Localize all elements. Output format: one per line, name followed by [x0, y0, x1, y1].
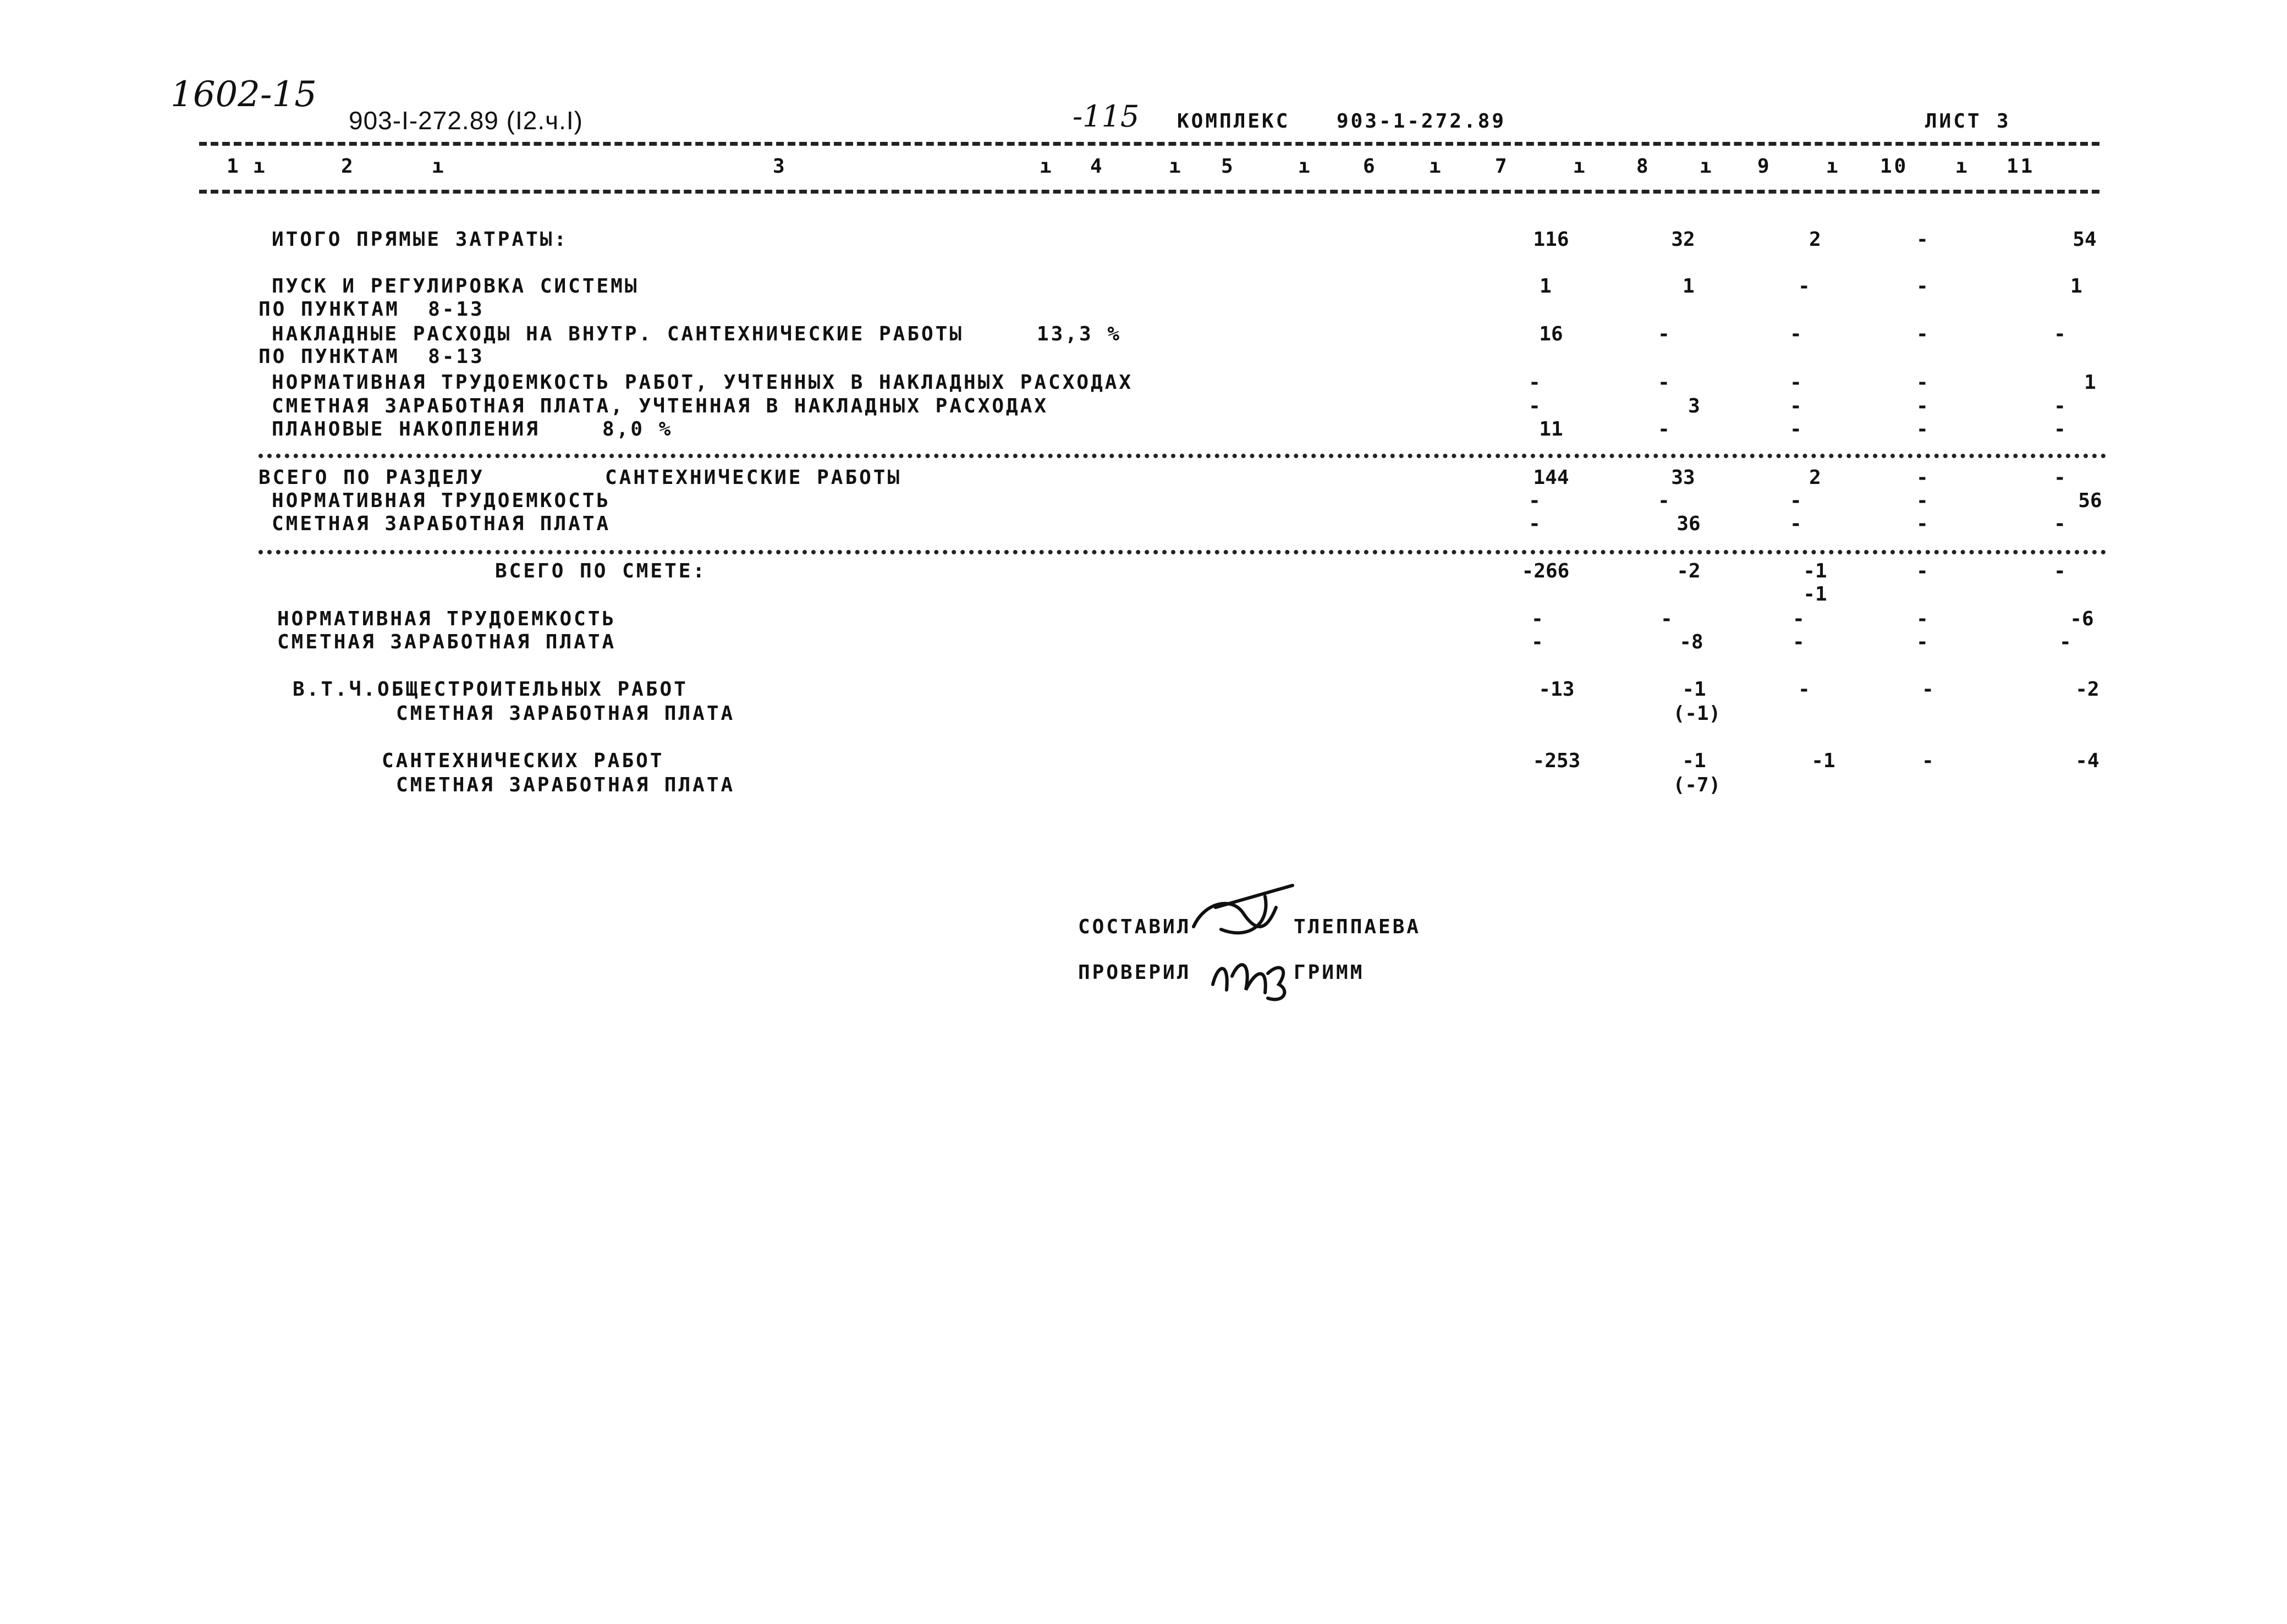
cell-col8: 36 [1676, 513, 1701, 535]
cell-col8: 33 [1671, 466, 1695, 489]
cell-col11: - [2054, 466, 2066, 489]
section-labor-label: НОРМАТИВНАЯ ТРУДОЕМКОСТЬ [272, 489, 611, 512]
row-rate: 8,0 % [602, 418, 673, 441]
cell-col10: - [1916, 323, 1928, 345]
cell-col10: - [1916, 560, 1928, 582]
incl-sanitary-label: САНТЕХНИЧЕСКИХ РАБОТ [382, 750, 664, 772]
cell-col10: - [1916, 631, 1928, 653]
cell-col11: - [2054, 513, 2066, 535]
cell-col9: - [1790, 489, 1802, 512]
cell-col10: - [1916, 228, 1928, 251]
column-number: 7 [1495, 155, 1509, 178]
column-number: 11 [2006, 155, 2035, 178]
estimate-labor-label: НОРМАТИВНАЯ ТРУДОЕМКОСТЬ [277, 608, 617, 630]
cell-col9: - [1798, 678, 1810, 701]
cell-col9: - [1798, 275, 1810, 298]
cell-col8: 3 [1688, 395, 1700, 417]
cell-col10: - [1916, 275, 1928, 298]
row-sublabel: ПО ПУНКТАМ 8-13 [259, 345, 485, 368]
cell-col8-paren: (-7) [1673, 774, 1721, 796]
cell-col8: -2 [1676, 560, 1701, 582]
cell-col8: - [1658, 323, 1670, 345]
cell-col11: - [2059, 631, 2071, 653]
cell-col7: - [1531, 608, 1543, 630]
cell-col7: - [1531, 631, 1543, 653]
checked-name: ГРИММ [1294, 961, 1365, 984]
cell-col11: -6 [2070, 608, 2094, 630]
cell-col9: - [1790, 513, 1802, 535]
cell-col10: - [1916, 418, 1928, 441]
cell-col7: - [1529, 513, 1541, 535]
cell-col7: - [1529, 395, 1541, 417]
column-number: 8 [1636, 155, 1651, 178]
cell-col11: - [2054, 395, 2066, 417]
cell-col9: - [1790, 371, 1802, 394]
cell-col10: - [1916, 466, 1928, 489]
column-separator: ı [1573, 155, 1587, 178]
estimate-divider [259, 550, 2107, 554]
doc-reference: 903-I-272.89 (I2.ч.I) [349, 106, 583, 135]
cell-col10: - [1916, 513, 1928, 535]
cell-col9: - [1793, 631, 1805, 653]
column-separator: ı [1298, 155, 1312, 178]
header-rule-top [199, 142, 2099, 146]
cell-col8: - [1658, 418, 1670, 441]
column-number: 10 [1880, 155, 1909, 178]
cell-col8: -8 [1679, 631, 1703, 653]
cell-col9: 2 [1809, 228, 1821, 251]
estimate-wage-label: СМЕТНАЯ ЗАРАБОТНАЯ ПЛАТА [277, 631, 617, 653]
column-number: 6 [1363, 155, 1377, 178]
column-separator: ı [1700, 155, 1714, 178]
row-label: НАКЛАДНЫЕ РАСХОДЫ НА ВНУТР. САНТЕХНИЧЕСКИЕ РАБОТЫ [272, 323, 964, 345]
signature-scribble-checked [1207, 946, 1301, 1006]
cell-col7: 1 [1540, 275, 1552, 298]
cell-col11: 1 [2070, 275, 2082, 298]
cell-col7: -266 [1521, 560, 1570, 582]
complex-label: КОМПЛЕКС [1177, 110, 1290, 133]
cell-col8: - [1661, 608, 1673, 630]
composed-name: ТЛЕППАЕВА [1294, 916, 1421, 938]
section-total-name: САНТЕХНИЧЕСКИЕ РАБОТЫ [605, 466, 902, 489]
estimate-total-label: ВСЕГО ПО СМЕТЕ: [495, 560, 707, 582]
incl-sanitary-sub: СМЕТНАЯ ЗАРАБОТНАЯ ПЛАТА [396, 774, 735, 796]
cell-col11: 1 [2084, 371, 2096, 394]
cell-col10: - [1922, 678, 1934, 701]
section-total-label: ВСЕГО ПО РАЗДЕЛУ [259, 466, 485, 489]
cell-col11: 56 [2078, 489, 2102, 512]
column-separator: ı [253, 155, 267, 178]
cell-col11: - [2054, 418, 2066, 441]
composed-label: СОСТАВИЛ [1078, 916, 1191, 938]
cell-col9: - [1790, 418, 1802, 441]
cell-col10: - [1916, 608, 1928, 630]
cell-col10: - [1916, 489, 1928, 512]
cell-col7: 16 [1539, 323, 1563, 345]
row-label: СМЕТНАЯ ЗАРАБОТНАЯ ПЛАТА, УЧТЕННАЯ В НАКЛАДНЫХ РАСХОДАХ [272, 395, 1049, 417]
column-separator: ı [1169, 155, 1183, 178]
cell-col11: - [2054, 323, 2066, 345]
column-number: 9 [1757, 155, 1772, 178]
column-number: 3 [773, 155, 787, 178]
cell-col7: 11 [1539, 418, 1563, 441]
cell-col9: - [1790, 323, 1802, 345]
cell-col9: - [1790, 395, 1802, 417]
cell-col8: - [1658, 371, 1670, 394]
cell-col8-paren: (-1) [1673, 702, 1721, 725]
cell-col9: - [1793, 608, 1805, 630]
cell-col7: 116 [1533, 228, 1569, 251]
cell-col11: -4 [2075, 750, 2099, 772]
page-number: -115 [1073, 99, 1140, 134]
column-separator: ı [1040, 155, 1054, 178]
cell-col9-extra: -1 [1803, 583, 1827, 605]
column-separator: ı [1429, 155, 1443, 178]
cell-col11: - [2054, 560, 2066, 582]
column-number: 4 [1090, 155, 1104, 178]
cell-col7: - [1529, 371, 1541, 394]
cell-col10: - [1916, 371, 1928, 394]
cell-col11: -2 [2075, 678, 2099, 701]
row-label: НОРМАТИВНАЯ ТРУДОЕМКОСТЬ РАБОТ, УЧТЕННЫХ В НАКЛАДНЫХ РАСХОДАХ [272, 371, 1134, 394]
column-number: 5 [1221, 155, 1235, 178]
section-wage-label: СМЕТНАЯ ЗАРАБОТНАЯ ПЛАТА [272, 513, 611, 535]
cell-col7: -13 [1538, 678, 1575, 701]
sheet-number: 3 [1997, 110, 2011, 133]
cell-col8: 32 [1671, 228, 1695, 251]
cell-col7: 144 [1533, 466, 1569, 489]
cell-col10: - [1922, 750, 1934, 772]
incl-general-label: В.Т.Ч.ОБЩЕСТРОИТЕЛЬНЫХ РАБОТ [293, 678, 688, 701]
complex-code: 903-1-272.89 [1337, 110, 1507, 133]
cell-col9: -1 [1803, 560, 1827, 582]
signature-scribble-composed [1183, 874, 1304, 951]
column-number: 2 [341, 155, 355, 178]
section-divider [259, 454, 2107, 458]
cell-col9: -1 [1811, 750, 1835, 772]
cell-col9: 2 [1809, 466, 1821, 489]
cell-col11: 54 [2072, 228, 2097, 251]
row-label: ИТОГО ПРЯМЫЕ ЗАТРАТЫ: [272, 228, 569, 251]
incl-general-sub: СМЕТНАЯ ЗАРАБОТНАЯ ПЛАТА [396, 702, 735, 725]
cell-col8: 1 [1683, 275, 1695, 298]
checked-label: ПРОВЕРИЛ [1078, 961, 1191, 984]
cell-col10: - [1916, 395, 1928, 417]
column-separator: ı [432, 155, 446, 178]
cell-col8: -1 [1682, 678, 1706, 701]
cell-col8: - [1658, 489, 1670, 512]
cell-col7: - [1529, 489, 1541, 512]
header-rule-bottom [199, 190, 2099, 194]
sheet-label: ЛИСТ [1925, 110, 1982, 133]
row-sublabel: ПО ПУНКТАМ 8-13 [259, 298, 485, 321]
row-label: ПУСК И РЕГУЛИРОВКА СИСТЕМЫ [272, 275, 639, 298]
column-separator: ı [1826, 155, 1840, 178]
row-rate: 13,3 % [1037, 323, 1122, 345]
column-separator: ı [1955, 155, 1970, 178]
cell-col8: -1 [1682, 750, 1706, 772]
column-number: 1 [227, 155, 241, 178]
row-label: ПЛАНОВЫЕ НАКОПЛЕНИЯ [272, 418, 540, 441]
cell-col7: -253 [1532, 750, 1581, 772]
handwritten-code: 1602-15 [171, 74, 317, 115]
